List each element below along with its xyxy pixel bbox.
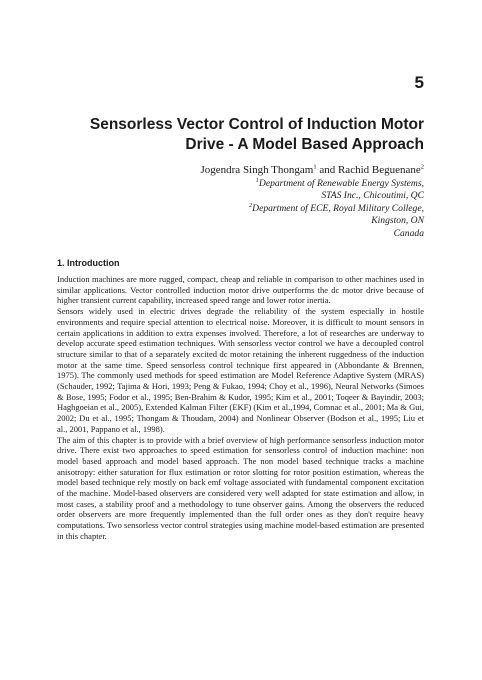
chapter-title-line-2: Drive - A Model Based Approach (185, 135, 424, 153)
introduction-section (57, 258, 424, 542)
paragraph-1: Induction machines are more rugged, compact, cheap and reliable in comparison to other machines used in similar applications. Vector controlled induction motor drive outperforms the dc motor drive because of higher transient current capability, increased speed range and lower rotor inertia. (57, 274, 424, 306)
affiliation-1-line-1: Department of Renewable Energy Systems, (258, 177, 424, 189)
affiliation-2 (94, 203, 424, 241)
author-1-sup: 1 (313, 163, 317, 171)
paragraph-3: The aim of this chapter is to provide with a brief overview of high performance sensorless induction motor drive. There exist two approaches to speed estimation for sensorless control of induction machine: non model based approach and model based approach. The non model based technique tracks a machine anisotropy: either saturation for flux estimation or rotor slotting for rotor position estimation, whereas the model based technique rely mostly on back emf voltage associated with fundamental component excitation of the machine. Model-based observers are considered very well adapted for state estimation and allow, in most cases, a stability proof and a methodology to tune observer gains. Among the observers the reduced order observers are more frequently implemented than the full order ones as they don't require heavy computations. Two sensorless vector control strategies using machine model-based estimation are presented in this chapter. (57, 434, 425, 541)
affiliation-2-line-1: Department of ECE, Royal Military College, (252, 202, 424, 214)
affiliation-1 (94, 178, 424, 203)
affiliation-1-line-2: STAS Inc., Chicoutimi, QC (321, 190, 424, 201)
chapter-title (44, 115, 424, 154)
section-heading: 1. Introduction (57, 258, 120, 268)
chapter-number: 5 (414, 73, 424, 92)
author-connector: and (316, 164, 338, 176)
affiliation-2-line-2: Kingston, ON (371, 215, 424, 226)
author-names (94, 164, 424, 177)
author-1: Jogendra Singh Thongam (200, 164, 314, 176)
author-2: Rachid Beguenane (337, 164, 421, 176)
chapter-title-line-1: Sensorless Vector Control of Induction Motor (89, 116, 424, 133)
author-block (94, 164, 424, 240)
paragraph-2: Sensors widely used in electric drives degrade the reliability of the system especially in hostile environments and require special attention to electrical noise. Moreover, it is difficult to mount sensors in certain applications in addition to extra expenses involved. Therefore, a lot of researches are underway to develop accurate speed estimation techniques. With sensorless vector control we have a decoupled control structure similar to that of a separately excited dc motor retaining the inherent ruggedness of the induction motor at the same time. Speed sensorless control technique first appeared in (Abbondante & Brennen, 1975). The commonly used methods for speed estimation are Model Reference Adaptive System (MRAS) (Schauder, 1992; Tajima & Hori, 1993; Peng & Fukao, 1994; Choy et al., 1996), Neural Networks (Simoes & Bose, 1995; Fodor et al., 1995; Ben-Brahim & Kudor, 1995; Kim et al., 2001; Toqeer & Bayindir, 2003; Haghgoeian et al., 2005), Extended Kalman Filter (EKF) (Kim et al.,1994, Comnac et al., 2001; Ma & Gui, 2002; Du et al., 1995; Thongam & Thoudam, 2004) and Nonlinear Observer (Bodson et al., 1995; Liu et al., 2001, Pappano et al., 1998). (57, 306, 424, 434)
author-2-sup: 2 (420, 163, 424, 171)
affiliation-1-sup: 1 (255, 176, 259, 184)
affiliation-2-sup: 2 (248, 201, 253, 209)
affiliation-2-line-3: Canada (393, 227, 424, 239)
